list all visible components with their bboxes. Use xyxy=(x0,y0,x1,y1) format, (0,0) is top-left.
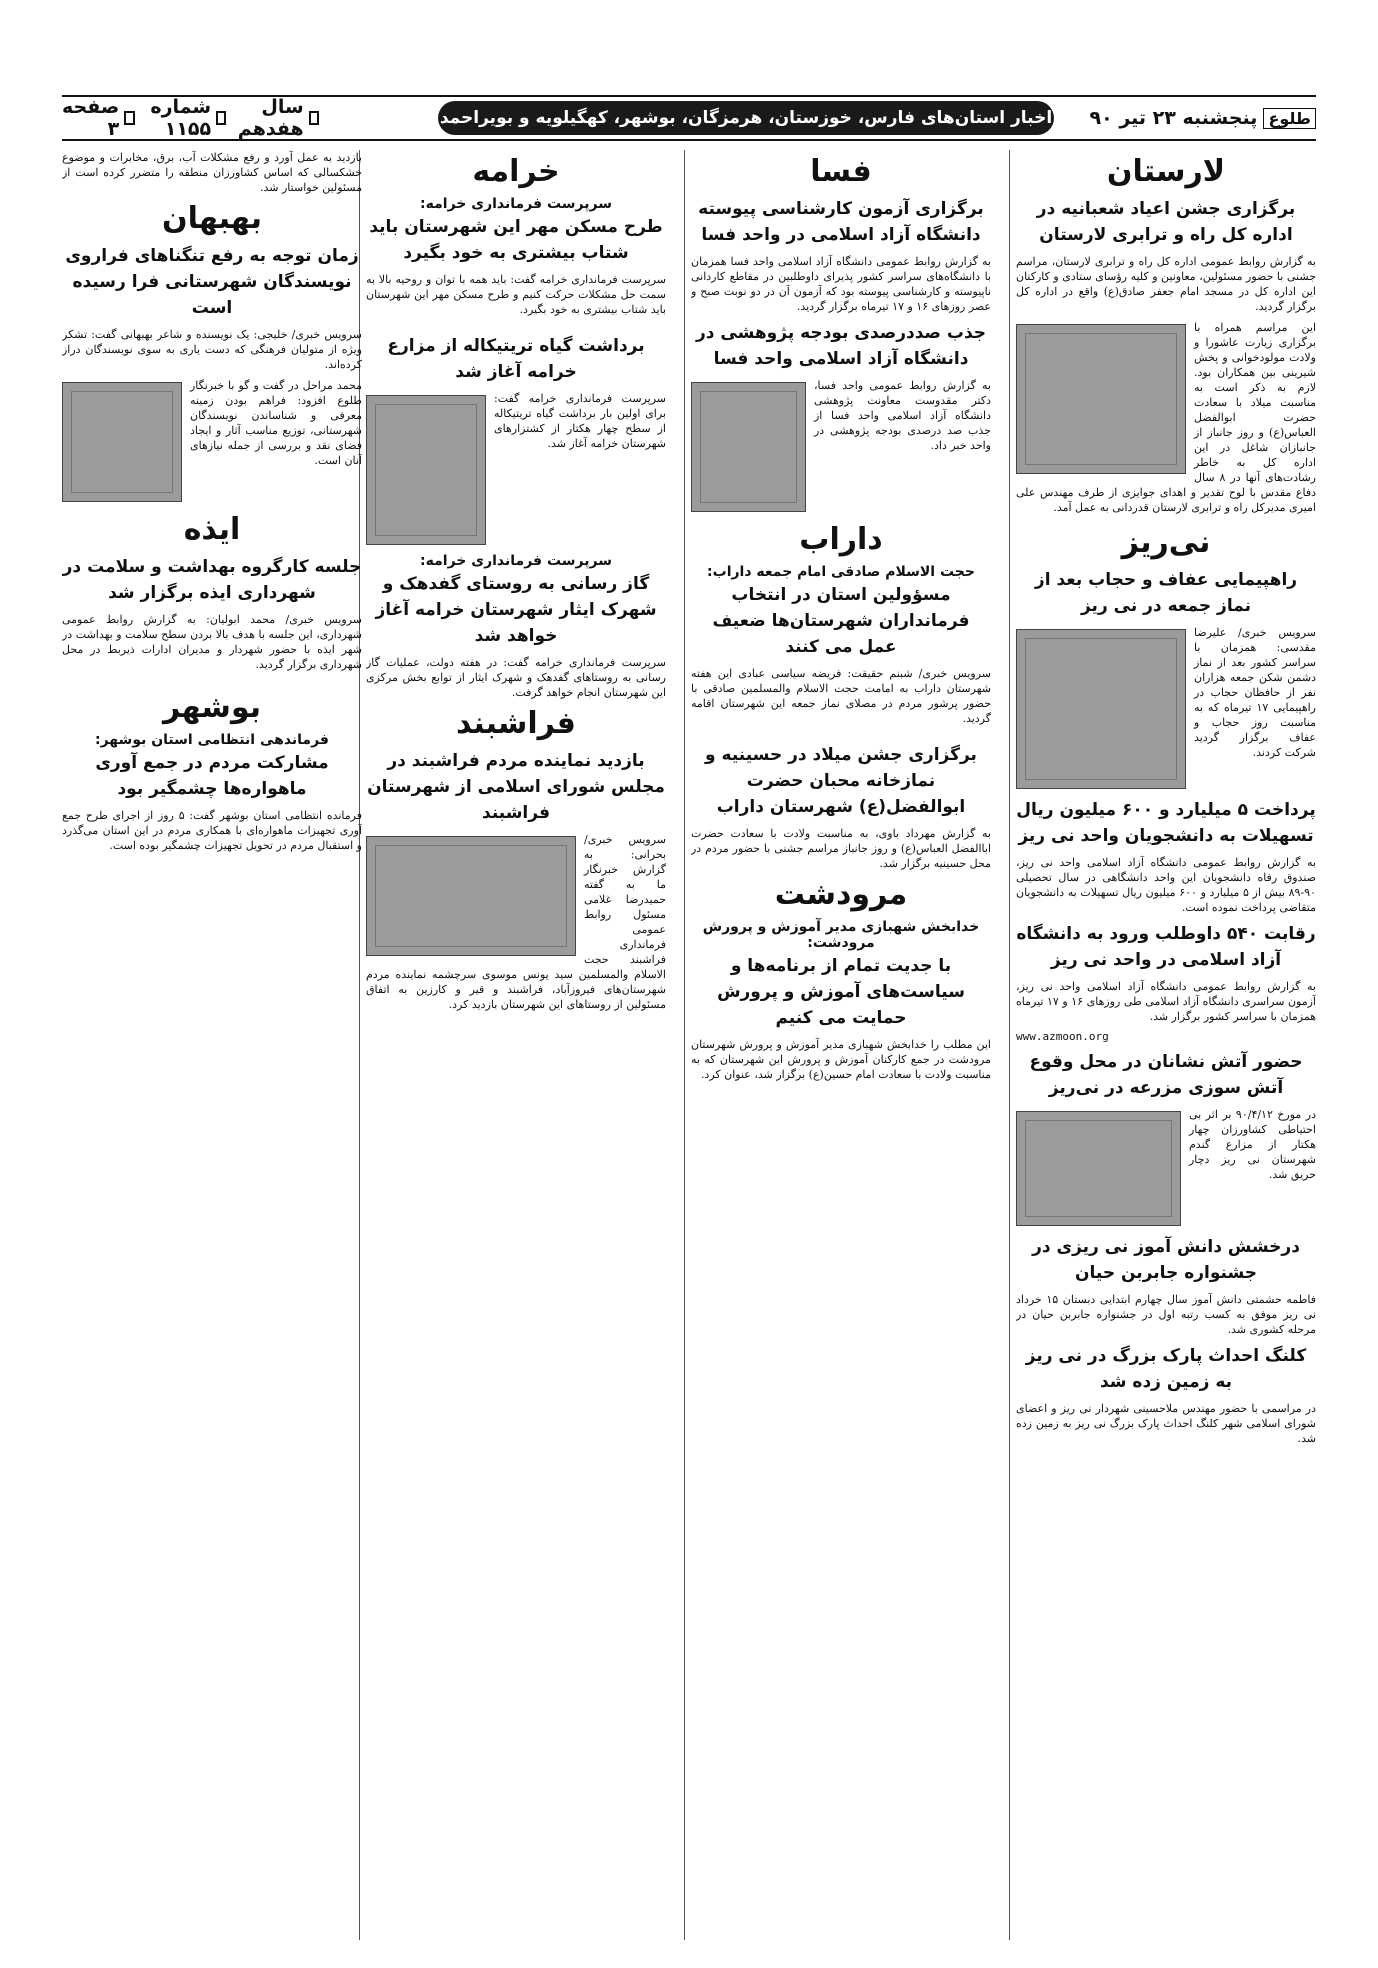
volume-year: سال هفدهم xyxy=(237,96,304,140)
article-body: این مراسم همراه با برگزاری زیارت عاشورا و ولادت مولودخوانی و پخش شیرینی بین همکاران بود. لازم به ذکر است به مناسبت میلاد با سعادت حضرت ابوالفضل العباس(ع) و روز جانباز از جانبازان شاغل در این اداره کل به خاطر رشادت‌های آنها در ۸ سال دفاع مقدس با لوح تقدیر و اهدای جوایزی از طرف مهندس علی امیری مدیرکل راه و ترابری لارستان قدردانی به عمل آمد. xyxy=(1016,321,1316,514)
website-link[interactable]: www.azmoon.org xyxy=(1016,1030,1109,1043)
article-headline: طرح مسکن مهر این شهرستان باید شتاب بیشتری به خود بگیرد xyxy=(369,217,663,263)
section-banner: اخبار استان‌های فارس، خوزستان، هرمزگان، بوشهر، کهگیلویه و بویراحمد xyxy=(438,101,1054,135)
article-body: به گزارش مهرداد باوی، به مناسبت ولادت با سعادت حضرت اباالفضل العباس(ع) و روز جانباز مراسم جشنی با حضور مردم در محل حسینیه برگزار شد. xyxy=(691,827,991,870)
article-headline: جلسه کارگروه بهداشت و سلامت در شهرداری ایذه برگزار شد xyxy=(62,557,362,603)
portrait-photo xyxy=(62,382,182,502)
article-kicker: فرماندهی انتظامی استان بوشهر: xyxy=(95,732,329,748)
article-body: به گزارش روابط عمومی دانشگاه آزاد اسلامی واحد نی ریز، آزمون سراسری دانشگاه آزاد اسلامی طی روزهای ۱۶ و ۱۷ تیرماه همزمان با سراسر کشور برگزار شد. xyxy=(1016,980,1316,1023)
section-title-darab: داراب xyxy=(799,522,883,557)
article-body: محمد مراحل در گفت و گو با خبرنگار طلوع افزود: فراهم بودن زمینه معرفی و شناساندن نویسندگان شهرستانی، توزیع مناسب آثار و ایجاد فضای نقد و بررسی از جمله نیازهای آنان است. xyxy=(190,379,362,467)
newspaper-logo: طلوع xyxy=(1263,108,1316,129)
article-headline: مشارکت مردم در جمع آوری ماهواره‌ها چشمگیر بود xyxy=(95,753,329,799)
column-kharameh-farashband xyxy=(366,150,666,1950)
article-body: به گزارش روابط عمومی اداره کل راه و ترابری لارستان، مراسم جشنی با حضور مسئولین، معاونین و کلیه رؤسای ستادی و کارکنان این اداره کل در مسجد امام جعفر صادق(ع) واقع در اداره کل برگزار گردید. xyxy=(1016,255,1316,313)
article-body: سرپرست فرمانداری خرامه گفت: باید همه با توان و روحیه بالا به سمت حل مشکلات حرکت کنیم و طرح مسکن مهر این شهرستان باید شتاب بیشتری به خود بگیرد. xyxy=(366,273,666,316)
header-issue-block xyxy=(61,96,324,140)
section-title-larestan: لارستان xyxy=(1106,154,1226,189)
article-kicker: حجت الاسلام صادقی امام جمعه داراب: xyxy=(707,564,975,580)
section-title-izeh: ایذه xyxy=(183,512,241,547)
article-kicker: خدابخش شهبازی مدیر آموزش و پرورش مرودشت: xyxy=(702,919,980,951)
visit-photo xyxy=(366,836,576,956)
article-headline: حضور آتش نشانان در محل وقوع آتش سوزی مزرعه در نی‌ریز xyxy=(1029,1052,1303,1098)
portrait-photo xyxy=(691,382,806,512)
column-behbahan-izeh-bushehr xyxy=(62,150,362,1950)
portrait-photo xyxy=(366,395,486,545)
article-kicker: سرپرست فرمانداری خرامه: xyxy=(420,196,612,212)
section-title-kharameh: خرامه xyxy=(472,154,560,189)
article-headline: راهپیمایی عفاف و حجاب بعد از نماز جمعه در نی ریز xyxy=(1034,570,1298,616)
article-headline: درخشش دانش آموز نی ریزی در جشنواره جابربن حیان xyxy=(1032,1237,1300,1283)
article-body: به گزارش روابط عمومی دانشگاه آزاد اسلامی واحد فسا همزمان با دانشگاه‌های سراسر کشور پذیرای داوطلبین در مقاطع کاردانی ناپیوسته و کارشناسی پیوسته بود که آزمون آن در دو نوبت صبح و عصر روزهای ۱۶ و ۱۷ تیرماه برگزار گردید. xyxy=(691,255,991,313)
article-headline: با جدیت تمام از برنامه‌ها و سیاست‌های آموزش و پرورش حمایت می کنیم xyxy=(717,956,965,1028)
article-body: به گزارش روابط عمومی واحد فسا، دکتر مقدوست معاونت پژوهشی دانشگاه آزاد اسلامی واحد فسا از جذب صد درصدی بودجه پژوهشی در واحد خبر داد. xyxy=(814,379,991,452)
article-body: سرویس خبری/ علیرضا مقدسی: همزمان با سراسر کشور بعد از نماز دشمن شکن جمعه هزاران نفر از حافظان حجاب در راهپیمایی ۱۷ تیرماه که به مناسبت روز حجاب و عفاف برگزار گردید شرکت کردند. xyxy=(1194,626,1316,759)
article-headline: کلنگ احداث پارک بزرگ در نی ریز به زمین زده شد xyxy=(1025,1346,1307,1392)
article-headline: رقابت ۵۴۰ داوطلب ورود به دانشگاه آزاد اسلامی در واحد نی ریز xyxy=(1016,924,1316,970)
section-title-fasa: فسا xyxy=(810,154,872,189)
issue-date: پنجشنبه ۲۳ تیر ۹۰ xyxy=(1089,107,1258,129)
article-body: سرپرست فرمانداری خرامه گفت: در هفته دولت، عملیات گاز رسانی به روستاهای گفدهک و شهرک ایثار از توابع بخش مرکزی این شهرستان انجام خواهد گرفت. xyxy=(366,656,666,699)
section-title-bushehr: بوشهر xyxy=(162,690,262,725)
article-headline: گاز رسانی به روستای گفدهک و شهرک ایثار شهرستان خرامه آغاز خواهد شد xyxy=(375,574,657,646)
square-bullet-icon xyxy=(124,111,134,125)
section-title-neyriz: نی‌ریز xyxy=(1121,525,1211,560)
section-title-farashband: فراشبند xyxy=(456,706,576,741)
square-bullet-icon xyxy=(309,111,319,125)
section-title-behbahan: بهبهان xyxy=(162,201,262,236)
article-headline: برگزاری آزمون کارشناسی پیوسته دانشگاه آزاد اسلامی در واحد فسا xyxy=(698,199,984,245)
article-headline: بازدید نماینده مردم فراشبند در مجلس شورای اسلامی از شهرستان فراشبند xyxy=(367,751,665,823)
article-headline: مسؤولین استان در انتخاب فرمانداران شهرستان‌ها ضعیف عمل می کنند xyxy=(712,585,970,657)
article-headline: زمان توجه به رفع تنگناهای فراروی نویسندگان شهرستانی فرا رسیده است xyxy=(65,246,359,318)
article-body: فاطمه حشمتی دانش آموز سال چهارم ابتدایی دبستان ۱۵ خرداد نی ریز موفق به کسب رتبه اول در جشنواره جابربن حیان در مرحله کشوری شد. xyxy=(1016,1293,1316,1336)
ceremony-photo xyxy=(1016,324,1186,474)
square-bullet-icon xyxy=(216,111,226,125)
article-body: بازدید به عمل آورد و رفع مشکلات آب، برق، مخابرات و موضوع خشکسالی که اساس کشاورزان منطقه را متضرر کرده است از مسئولین خواستار شد. xyxy=(62,151,362,194)
article-body: در مورخ ۹۰/۴/۱۲ بر اثر بی احتیاطی کشاورزان چهار هکتار از مزارع گندم شهرستان نی ریز دچار حریق شد. xyxy=(1189,1108,1316,1181)
article-headline: پرداخت ۵ میلیارد و ۶۰۰ میلیون ریال تسهیلات به دانشجویان واحد نی ریز xyxy=(1016,800,1316,846)
column-divider xyxy=(684,150,685,1940)
article-body: سرویس خبری/ خلیجی: یک نویسنده و شاعر بهبهانی گفت: تشکر ویژه از متولیان فرهنگی که دست یاری به سوی نویسندگان دراز کرده‌اند. xyxy=(62,328,362,371)
article-body: به گزارش روابط عمومی دانشگاه آزاد اسلامی واحد نی ریز، صندوق رفاه دانشجویان این واحد دانشگاهی در سال تحصیلی ۹۰-۸۹ بیش از ۵ میلیارد و ۶۰۰ میلیون ریال تسهیلات به دانشجویان متقاضی پرداخت نموده است. xyxy=(1016,856,1316,914)
article-headline: جذب صددرصدی بودجه پژوهشی در دانشگاه آزاد اسلامی واحد فسا xyxy=(695,323,987,369)
section-title-marvdasht: مرودشت xyxy=(774,877,908,912)
article-headline: برداشت گیاه تریتیکاله از مزارع خرامه آغاز شد xyxy=(387,336,645,382)
column-fasa-darab xyxy=(691,150,991,1950)
article-headline: برگزاری جشن اعیاد شعبانیه در اداره کل راه و ترابری لارستان xyxy=(1036,199,1296,245)
page-number: صفحه ۳ xyxy=(61,96,120,140)
article-body: سرویس خبری/ محمد ابولیان: به گزارش روابط عمومی شهرداری، این جلسه با هدف بالا بردن سطح سلامت و بهداشت در شهر ایذه با حضور شهردار و مدیران ادارات ذیربط در محل شهرداری برگزار گردید. xyxy=(62,613,362,671)
article-body: سرویس خبری/ بحرانی: به گزارش خبرنگار ما به گفته حمیدرضا غلامی مسئول روابط عمومی فرمانداری فراشبند حجت الاسلام والمسلمین سید یونس موسوی سرچشمه نماینده مردم شهرستان‌های فیروزآباد، فراشبند و قیر و کارزین به اتفاق مسئولین از روستاهای این شهرستان بازدید کرد. xyxy=(366,833,666,1011)
fire-truck-photo xyxy=(1016,1111,1181,1226)
article-body: سرپرست فرمانداری خرامه گفت: برای اولین بار برداشت گیاه تریتیکاله از سطح چهار هکتار از کشتزارهای شهرستان خرامه آغاز شد. xyxy=(494,392,666,450)
article-body: سرویس خبری/ شبنم حقیقت: فریضه سیاسی عبادی این هفته شهرستان داراب به امامت حجت الاسلام والمسلمین صادقی با حضور پرشور مردم در مصلای نماز جمعه این شهرستان اقامه گردید. xyxy=(691,667,991,725)
issue-number: شماره ۱۱۵۵ xyxy=(150,96,212,140)
article-body: این مطلب را خدابخش شهبازی مدیر آموزش و پرورش شهرستان مرودشت در جمع کارکنان آموزش و پرورش این شهرستان که به مناسبت ولادت با سعادت امام حسین(ع) برگزار شد، عنوان کرد. xyxy=(691,1038,991,1081)
page-header xyxy=(62,95,1316,141)
article-body: فرمانده انتظامی استان بوشهر گفت: ۵ روز از اجرای طرح جمع آوری تجهیزات ماهواره‌ای با همکاری مردم در این استان می‌گذرد و استقبال مردم در تحویل تجهیزات چشمگیر بوده است. xyxy=(62,809,362,852)
march-photo xyxy=(1016,629,1186,789)
article-body: در مراسمی با حضور مهندس ملاحسینی شهردار نی ریز و اعضای شورای اسلامی شهر کلنگ احداث پارک بزرگ نی ریز به زمین زده شد. xyxy=(1016,1402,1316,1445)
column-larestan-neyriz xyxy=(1016,150,1316,1950)
article-kicker: سرپرست فرمانداری خرامه: xyxy=(420,553,612,569)
column-divider xyxy=(1009,150,1010,1940)
header-date-block xyxy=(1074,103,1316,133)
article-headline: برگزاری جشن میلاد در حسینیه و نمازخانه محبان حضرت ابوالفضل(ع) شهرستان داراب xyxy=(705,745,977,817)
